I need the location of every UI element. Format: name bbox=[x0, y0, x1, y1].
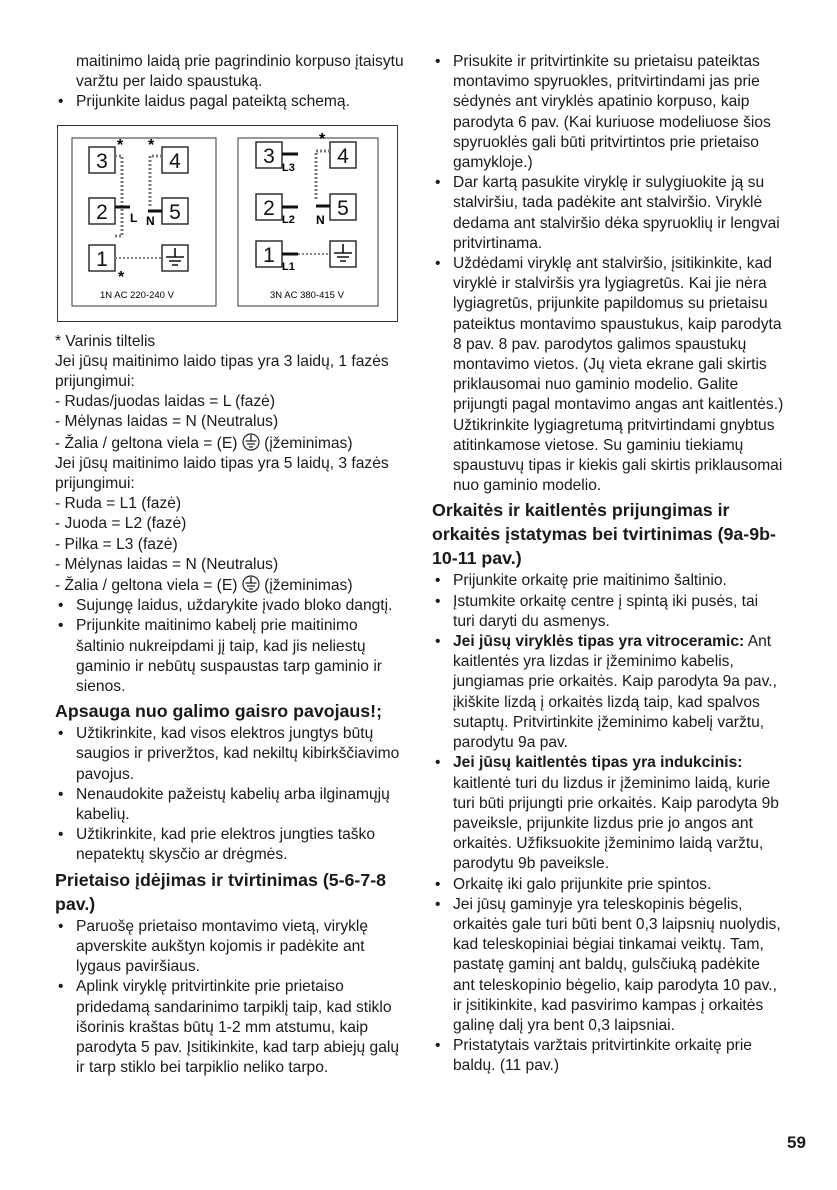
section-heading-installation: Prietaiso įdėjimas ir tvirtinimas (5-6-7-8 pav.) bbox=[55, 869, 387, 914]
list-item-vitroceramic bbox=[432, 632, 784, 753]
induction-text: kaitlentė turi du lizdus ir įžeminimo laidą, kurie turi būti prijungti prie orkaitės. Kaip parodyta 9b paveiksle, prijunkite lizdus prie jo angos ant orkaitės. Užfiksuokite įžeminimo laidą varžtu, parodytu 9b paveiksle. bbox=[453, 774, 779, 873]
list-item: • Nenaudokite pažeistų kabelių arba ilginamųjų kabelių. bbox=[55, 785, 405, 825]
intro-list bbox=[55, 92, 405, 112]
right-column bbox=[432, 52, 784, 1077]
list-item: • Aplink viryklę pritvirtinkite prie prietaiso pridedamą sandarinimo tarpiklį taip, kad stiklo išorinis kraštas būtų 1-2 mm atstumu, kaip parodyta 5 pav. Įsitikinkite, kad tarp abiejų galų ir tarp stiklo bei tarpiklio neliko tarpo. bbox=[55, 977, 405, 1078]
list-item: • Prijunkite maitinimo kabelį prie maitinimo šaltinio nukreipdami jį taip, kad jis neliestų gaminio ir nebūtų suspaustas tarp gaminio ir sienos. bbox=[55, 616, 405, 697]
panel-1n-frame bbox=[72, 138, 216, 306]
svg-text:4: 4 bbox=[169, 149, 181, 173]
label-n: N bbox=[146, 213, 155, 228]
label-l: L bbox=[130, 210, 138, 225]
terminal-1 bbox=[89, 245, 115, 271]
list-item: • Dar kartą pasukite viryklę ir sulygiuokite ją su stalviršiu, tada padėkite ant stalviršio. Viryklė dedama ant stalviršio dėka spyruoklių ir lengvai pritvirtinama. bbox=[432, 173, 784, 254]
footnote: * Varinis tiltelis bbox=[55, 332, 156, 350]
terminal-3 bbox=[89, 147, 115, 173]
wire-line: - Ruda = L1 (fazė) bbox=[55, 495, 182, 513]
induction-heading: Jei jūsų kaitlentės tipas yra indukcinis: bbox=[453, 754, 743, 772]
left-column bbox=[55, 52, 405, 1078]
svg-text:3: 3 bbox=[263, 144, 275, 168]
terminal-r1 bbox=[256, 241, 282, 267]
list-item: • Prijunkite orkaitę prie maitinimo šaltinio. bbox=[432, 571, 784, 591]
three-wire-intro: Jei jūsų maitinimo laido tipas yra 3 laidų, 1 fazės prijungimui: bbox=[55, 352, 389, 391]
terminal-r4 bbox=[330, 142, 356, 168]
star-top-left: * bbox=[117, 136, 124, 154]
label-l2: L2 bbox=[282, 213, 295, 226]
list-item: • Jei jūsų gaminyje yra teleskopinis bėgelis, orkaitės gale turi būti bent 0,3 laipsnių nuolydis, kad teleskopiniai bėgiai tinkamai veiktų. Tam, pastatę gaminį ant baldų, gulsčiuką padėkite ant teleskopinio bėgelio, kaip parodyta 10 pav., ir įsitikinkite, kad pasvirimo kampas į orkaitės galinę dalį yra bent 0,3 laipsniai. bbox=[432, 895, 784, 1036]
wire-line-earth: - Žalia / geltona viela = (E) (įžeminimas) bbox=[55, 577, 353, 595]
earth-icon bbox=[330, 241, 356, 267]
wire-line: - Rudas/juodas laidas = L (fazė) bbox=[55, 393, 276, 411]
section-heading-oven: Orkaitės ir kaitlentės prijungimas ir orkaitės įstatymas bei tvirtinimas (9a-9b-10-11 pav.) bbox=[432, 500, 776, 569]
bullet-list-b bbox=[55, 724, 405, 865]
terminal-r3 bbox=[256, 142, 282, 168]
page-number: 59 bbox=[787, 1133, 806, 1152]
section-heading-fire: Apsauga nuo galimo gaisro pavojaus!; bbox=[55, 701, 383, 722]
terminal-5 bbox=[162, 198, 188, 224]
list-item: • Užtikrinkite, kad visos elektros jungtys būtų saugios ir priveržtos, kad nekiltų kibirkščiavimo pavojus. bbox=[55, 724, 405, 785]
list-item: • Uždėdami viryklę ant stalviršio, įsitikinkite, kad viryklė ir stalviršis yra lygiagretūs. Kai jie nėra lygiagretūs, prijunkite papildomus su prietaisu pateiktus montavimo spaustukus, kaip parodyta 8 pav. 8 pav. parodytos galimos spaustukų montavimo vietos. (Jų vieta ekrane gali skirtis priklausomai nuo gaminio modelio. Galite prijungti pagal montavimo angas ant kaitlentės.) Užtikrinkite lygiagretumą pritvirtindami gnybtus atitinkamose vietose. Su gaminiu tiekiamų spaustuvų tipas ir kiekis gali skirtis priklausomai nuo gaminio modelio. bbox=[432, 254, 784, 496]
list-item: • Sujungę laidus, uždarykite įvado bloko dangtį. bbox=[55, 596, 405, 616]
terminal-4 bbox=[162, 147, 188, 173]
earth-icon bbox=[162, 245, 188, 271]
bullet-list-right-a bbox=[432, 52, 784, 496]
label-l3: L3 bbox=[282, 161, 295, 174]
panel-3n-frame bbox=[238, 138, 378, 306]
svg-text:5: 5 bbox=[169, 200, 181, 224]
bullet-list-a bbox=[55, 596, 405, 697]
list-item: • Paruošę prietaiso montavimo vietą, viryklę apverskite aukštyn kojomis ir padėkite ant lygaus paviršiaus. bbox=[55, 917, 405, 978]
star-bottom: * bbox=[118, 268, 125, 286]
list-item-induction bbox=[432, 753, 784, 874]
label-rn: N bbox=[316, 212, 325, 227]
terminal-r5 bbox=[330, 194, 356, 220]
list-item: • Užtikrinkite, kad prie elektros jungties taško nepatektų skysčio ar drėgmės. bbox=[55, 825, 405, 865]
wire-line: - Pilka = L3 (fazė) bbox=[55, 535, 178, 553]
bridge-left bbox=[115, 156, 122, 236]
list-item: • Įstumkite orkaitę centre į spintą iki pusės, tai turi daryti du asmenys. bbox=[432, 592, 784, 632]
star-r: * bbox=[319, 130, 326, 148]
svg-text:2: 2 bbox=[96, 200, 108, 224]
svg-text:5: 5 bbox=[337, 196, 349, 220]
list-item: • Prisukite ir pritvirtinkite su prietaisu pateiktas montavimo spyruokles, pritvirtindami jas prie sėdynės ant viryklės apatinio korpuso, kaip parodyta 6 pav. (Kai kuriuose modeliuose šios spyruoklės gali būti pritvirtintos prie prietaiso gamykloje.) bbox=[432, 52, 784, 173]
svg-text:1: 1 bbox=[263, 243, 275, 267]
list-item: • Prijunkite laidus pagal pateiktą schemą. bbox=[55, 92, 405, 112]
five-wire-intro: Jei jūsų maitinimo laido tipas yra 5 laidų, 3 fazės prijungimui: bbox=[55, 454, 389, 493]
bullet-list-c bbox=[55, 917, 405, 1079]
terminal-r2 bbox=[256, 194, 282, 220]
wire-line: - Juoda = L2 (fazė) bbox=[55, 515, 187, 533]
earth-symbol-icon bbox=[242, 575, 260, 593]
label-l1: L1 bbox=[282, 260, 295, 273]
caption-1n: 1N AC 220-240 V bbox=[100, 289, 174, 301]
list-item: • Orkaitę iki galo prijunkite prie spintos. bbox=[432, 875, 784, 895]
wire-line: - Mėlynas laidas = N (Neutralus) bbox=[55, 413, 279, 431]
intro-continuation: maitinimo laidą prie pagrindinio korpuso įtaisytu varžtu per laido spaustuką. bbox=[76, 53, 404, 91]
svg-text:3: 3 bbox=[96, 149, 108, 173]
wire-line-earth: - Žalia / geltona viela = (E) (įžeminimas) bbox=[55, 434, 353, 452]
vitroceramic-text: Ant kaitlentės yra lizdas ir įžeminimo kabelis, jungiamas prie orkaitės. Kaip parodyta 9a pav., įkiškite lizdą į orkaitės lizdą taip, kad spalvos sutaptų. Pritvirtinkite įžeminimo kabelį varžtu, parodytu 9a pav. bbox=[453, 633, 777, 752]
bullet-list-right-b bbox=[432, 571, 784, 1076]
svg-text:4: 4 bbox=[337, 144, 349, 168]
star-top-right: * bbox=[148, 136, 155, 154]
svg-text:2: 2 bbox=[263, 196, 275, 220]
bridge-r bbox=[316, 151, 330, 201]
terminal-2 bbox=[89, 198, 115, 224]
wiring-diagram bbox=[57, 125, 398, 322]
bridge-right bbox=[150, 156, 162, 206]
list-item: • Pristatytais varžtais pritvirtinkite orkaitę prie baldų. (11 pav.) bbox=[432, 1036, 784, 1076]
vitroceramic-heading: Jei jūsų viryklės tipas yra vitroceramic: bbox=[453, 633, 745, 651]
earth-symbol-icon bbox=[242, 433, 260, 451]
wire-line: - Mėlynas laidas = N (Neutralus) bbox=[55, 555, 279, 573]
svg-text:1: 1 bbox=[96, 247, 108, 271]
caption-3n: 3N AC 380-415 V bbox=[270, 289, 344, 301]
